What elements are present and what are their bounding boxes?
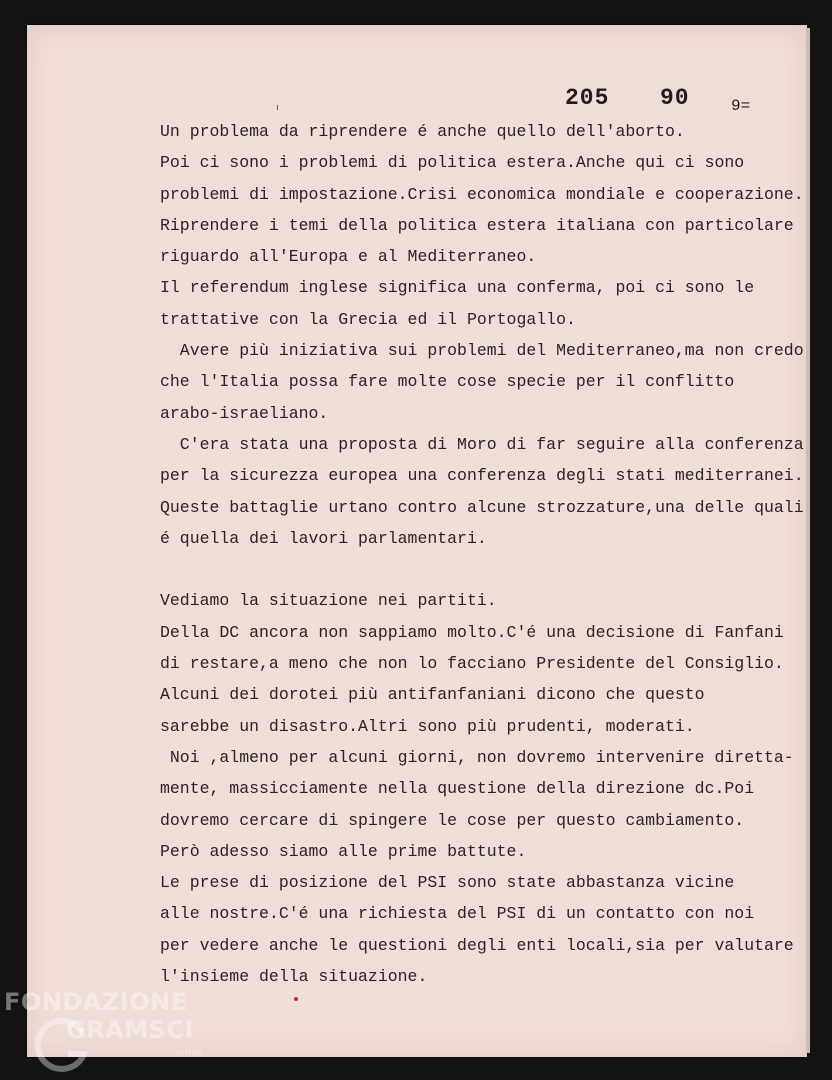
text-line: che l'Italia possa fare molte cose specie per il conflitto — [160, 372, 735, 392]
paragraph-gap — [160, 554, 800, 585]
page-number-205: 205 — [565, 85, 610, 111]
text-line: Poi ci sono i problemi di politica estera.Anche qui ci sono — [160, 153, 745, 173]
paper-edge — [806, 28, 810, 1053]
text-line: Le prese di posizione del PSI sono state abbastanza vicine — [160, 873, 735, 893]
text-line: Vediamo la situazione nei partiti. — [160, 591, 497, 611]
text-line: mente, massicciamente nella questione della direzione dc.Poi — [160, 779, 755, 799]
text-line: Avere più iniziativa sui problemi del Mediterraneo,ma non credo — [160, 341, 804, 361]
page-number-9: 9= — [731, 97, 751, 115]
text-line: per la sicurezza europea una conferenza degli stati mediterranei. — [160, 466, 804, 486]
text-line: Queste battaglie urtano contro alcune strozzature,una delle quali — [160, 497, 804, 517]
page-number-90: 90 — [660, 85, 690, 111]
text-line: per vedere anche le questioni degli enti locali,sia per valutare — [160, 935, 794, 955]
text-line: Della DC ancora non sappiamo molto.C'é una decisione di Fanfani — [160, 622, 784, 642]
text-line: Riprendere i temi della politica estera italiana con particolare — [160, 215, 794, 235]
text-line: di restare,a meno che non lo facciano Presidente del Consiglio. — [160, 654, 784, 674]
text-line: C'era stata una proposta di Moro di far seguire alla conferenza — [160, 434, 804, 454]
typewritten-text — [160, 116, 804, 992]
watermark-line-1: FONDAZIONE — [4, 988, 188, 1016]
text-line: Un problema da riprendere é anche quello dell'aborto. — [160, 122, 685, 141]
fondazione-gramsci-watermark — [4, 988, 244, 1078]
text-line: é quella dei lavori parlamentari. — [160, 528, 487, 548]
text-line: l'insieme della situazione. — [160, 967, 428, 987]
text-line: Il referendum inglese significa una conferma, poi ci sono le — [160, 278, 755, 298]
watermark-line-2: GRAMSCI — [66, 1016, 194, 1044]
text-line: Però adesso siamo alle prime battute. — [160, 841, 527, 861]
text-line: problemi di impostazione.Crisi economica mondiale e cooperazione. — [160, 184, 804, 204]
watermark-onlus: onlus — [176, 1048, 203, 1058]
ink-spot — [294, 997, 298, 1001]
text-line: trattative con la Grecia ed il Portogallo. — [160, 309, 576, 329]
text-line: sarebbe un disastro.Altri sono più prudenti, moderati. — [160, 716, 695, 736]
paper-mark — [277, 105, 278, 110]
text-line: alle nostre.C'é una richiesta del PSI di un contatto con noi — [160, 904, 755, 924]
text-line: Alcuni dei dorotei più antifanfaniani dicono che questo — [160, 685, 705, 705]
text-line: Noi ,almeno per alcuni giorni, non dovremo intervenire diretta- — [160, 747, 794, 767]
text-line: riguardo all'Europa e al Mediterraneo. — [160, 247, 537, 267]
text-line: arabo-israeliano. — [160, 403, 329, 423]
text-line: dovremo cercare di spingere le cose per questo cambiamento. — [160, 810, 745, 830]
